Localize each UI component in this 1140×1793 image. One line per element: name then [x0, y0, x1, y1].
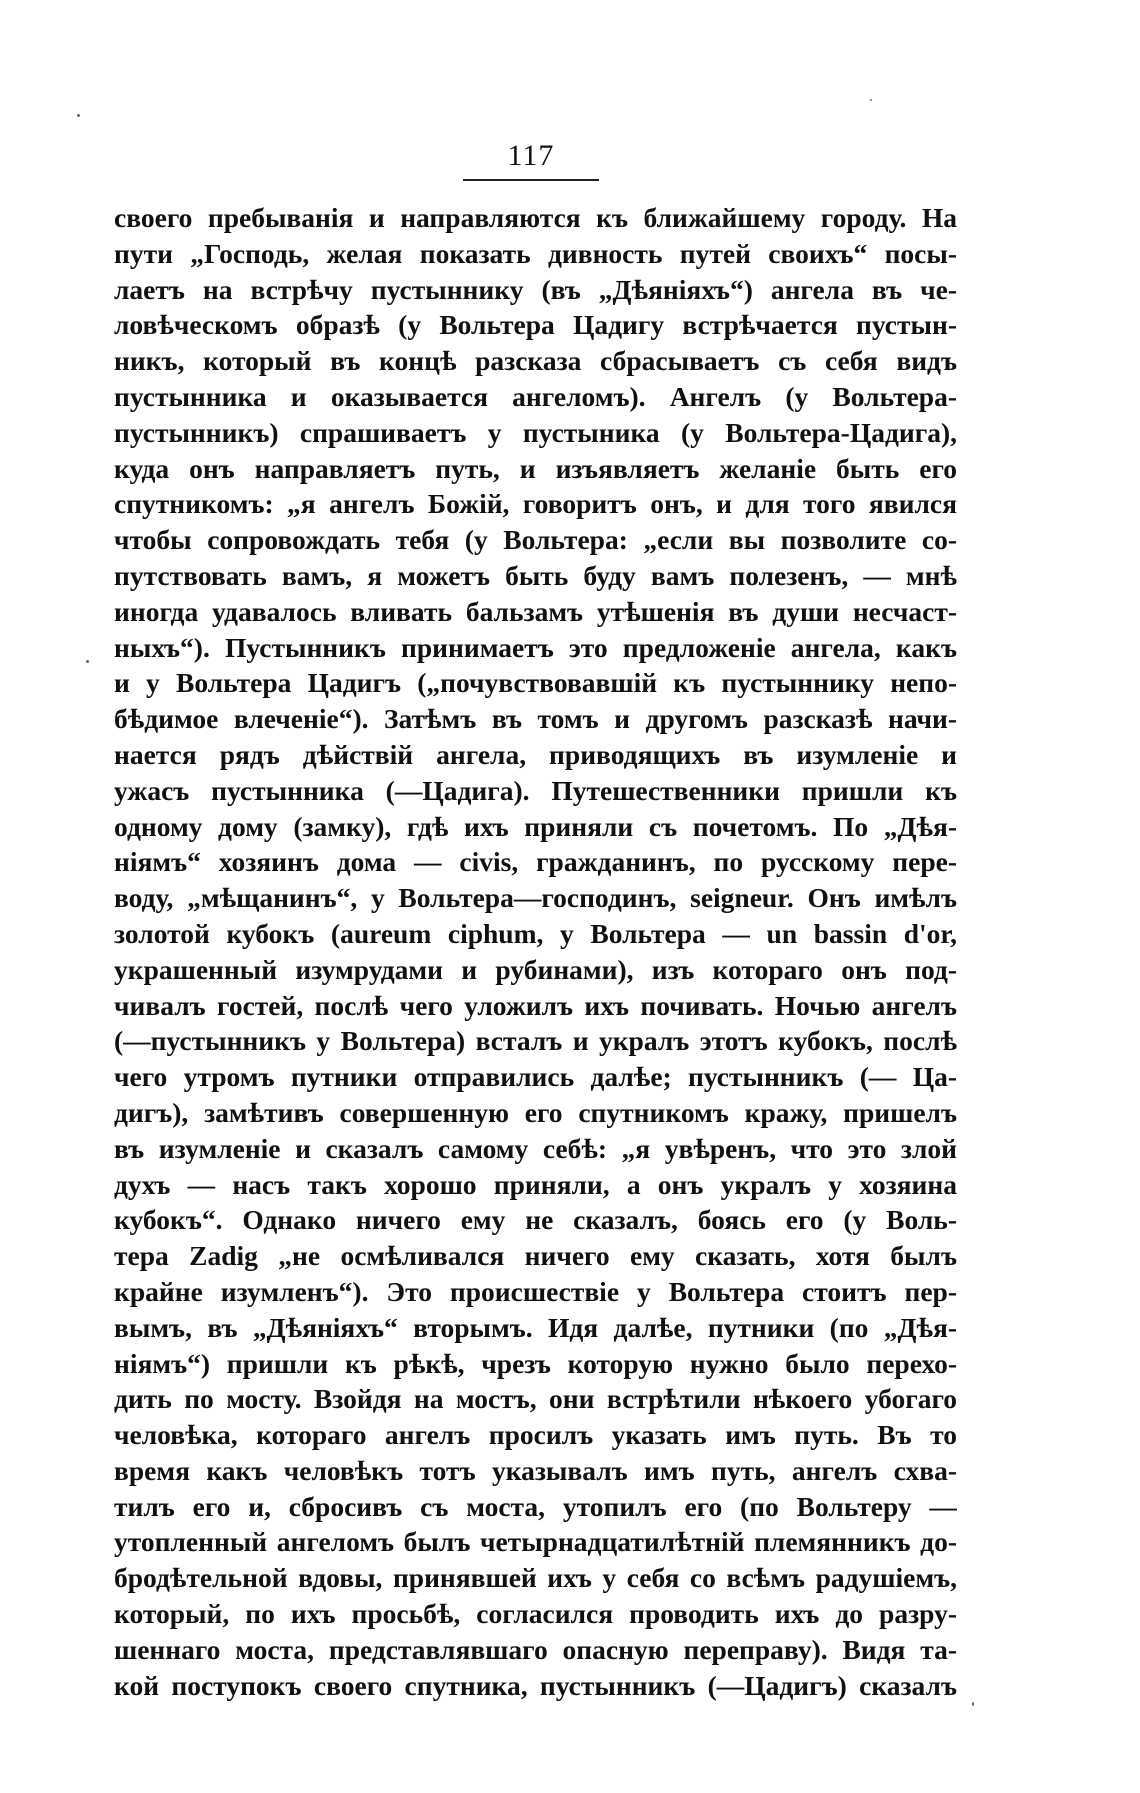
- text-line: время какъ человѣкъ тотъ указывалъ имъ путь, ангелъ схва-: [114, 1454, 957, 1486]
- text-line: кубокъ“. Однако ничего ему не сказалъ, боясь его (у Воль-: [114, 1204, 957, 1236]
- text-line: духъ — насъ такъ хорошо приняли, а онъ укралъ у хозяина: [114, 1168, 957, 1200]
- text-line: иногда удавалось вливать бальзамъ утѣшенія въ души несчаст-: [114, 595, 957, 627]
- text-line: шеннаго моста, представлявшаго опасную переправу). Видя та-: [114, 1633, 957, 1665]
- text-line: никъ, который въ концѣ разсказа сбрасываетъ съ себя видъ: [114, 345, 957, 377]
- text-line: чего утромъ путники отправились далѣе; пустынникъ (— Ца-: [114, 1061, 957, 1093]
- text-line: кой поступокъ своего спутника, пустынникъ (—Цадигъ) сказалъ: [114, 1669, 957, 1701]
- scan-speck: [86, 660, 89, 663]
- text-line: пустынникъ) спрашиваетъ у пустыника (у Вольтера-Цадига),: [114, 416, 957, 448]
- text-line: въ изумленіе и сказалъ самому себѣ: „я увѣренъ, что это злой: [114, 1132, 957, 1164]
- text-line: спутникомъ: „я ангелъ Божій, говоритъ онъ, и для того явился: [114, 488, 957, 520]
- text-line: дигъ), замѣтивъ совершенную его спутникомъ кражу, пришелъ: [114, 1096, 957, 1128]
- page-number-rule: [463, 179, 599, 181]
- text-line: нается рядъ дѣйствій ангела, приводящихъ въ изумленіе и: [114, 738, 957, 770]
- text-line: одному дому (замку), гдѣ ихъ приняли съ почетомъ. По „Дѣя-: [114, 810, 957, 842]
- text-line: утопленный ангеломъ былъ четырнадцатилѣтній племянникъ до-: [114, 1526, 957, 1558]
- text-line: (—пустынникъ у Вольтера) всталъ и укралъ этотъ кубокъ, послѣ: [114, 1025, 957, 1057]
- text-line: воду, „мѣщанинъ“, у Вольтера—господинъ, seigneur. Онъ имѣлъ: [114, 882, 957, 914]
- text-line: ніямъ“) пришли къ рѣкѣ, чрезъ которую нужно было перехо-: [114, 1347, 957, 1379]
- text-line: ныхъ“). Пустынникъ принимаетъ это предложеніе ангела, какъ: [114, 631, 957, 663]
- scan-speck: [77, 114, 80, 117]
- text-line: украшенный изумрудами и рубинами), изъ котораго онъ под-: [114, 953, 957, 985]
- text-line: тера Zadig „не осмѣливался ничего ему сказать, хотя былъ: [114, 1240, 957, 1272]
- text-line: ніямъ“ хозяинъ дома — civis, гражданинъ, по русскому пере-: [114, 846, 957, 878]
- page-number: 117: [507, 139, 555, 172]
- scan-speck: [870, 99, 872, 101]
- text-line: дить по мосту. Взойдя на мостъ, они встрѣтили нѣкоего убогаго: [114, 1383, 957, 1415]
- scan-speck: [972, 1702, 974, 1706]
- text-line: чивалъ гостей, послѣ чего уложилъ ихъ почивать. Ночью ангелъ: [114, 989, 957, 1021]
- text-line: куда онъ направляетъ путь, и изъявляетъ желаніе быть его: [114, 452, 957, 484]
- text-line: бродѣтельной вдовы, принявшей ихъ у себя со всѣмъ радушіемъ,: [114, 1562, 957, 1594]
- text-line: своего пребыванія и направляются къ ближайшему городу. На: [114, 202, 957, 233]
- text-line: ловѣческомъ образѣ (у Вольтера Цадигу встрѣчается пустын-: [114, 309, 957, 341]
- text-line: ужасъ пустынника (—Цадига). Путешественники пришли къ: [114, 774, 957, 806]
- body-text: [114, 200, 957, 1703]
- text-line: человѣка, котораго ангелъ просилъ указать имъ путь. Въ то: [114, 1419, 957, 1451]
- text-line: тилъ его и, сбросивъ съ моста, утопилъ его (по Вольтеру —: [114, 1490, 957, 1522]
- text-line: крайне изумленъ“). Это происшествіе у Вольтера стоитъ пер-: [114, 1275, 957, 1307]
- text-line: и у Вольтера Цадигъ („почувствовавшій къ пустыннику непо-: [114, 667, 957, 699]
- text-line: который, по ихъ просьбѣ, согласился проводить ихъ до разру-: [114, 1598, 957, 1630]
- text-line: пути „Господь, желая показать дивность путей своихъ“ посы-: [114, 237, 957, 269]
- text-line: лаетъ на встрѣчу пустыннику (въ „Дѣяніяхъ“) ангела въ че-: [114, 273, 957, 305]
- text-line: путствовать вамъ, я можетъ быть буду вамъ полезенъ, — мнѣ: [114, 559, 957, 591]
- text-line: бѣдимое влеченіе“). Затѣмъ въ томъ и другомъ разсказѣ начи-: [114, 703, 957, 735]
- text-line: чтобы сопровождать тебя (у Вольтера: „если вы позволите со-: [114, 524, 957, 556]
- text-line: пустынника и оказывается ангеломъ). Ангелъ (у Вольтера-: [114, 380, 957, 412]
- text-line: вымъ, въ „Дѣяніяхъ“ вторымъ. Идя далѣе, путники (по „Дѣя-: [114, 1311, 957, 1343]
- text-line: золотой кубокъ (aureum ciphum, у Вольтера — un bassin d'or,: [114, 917, 957, 949]
